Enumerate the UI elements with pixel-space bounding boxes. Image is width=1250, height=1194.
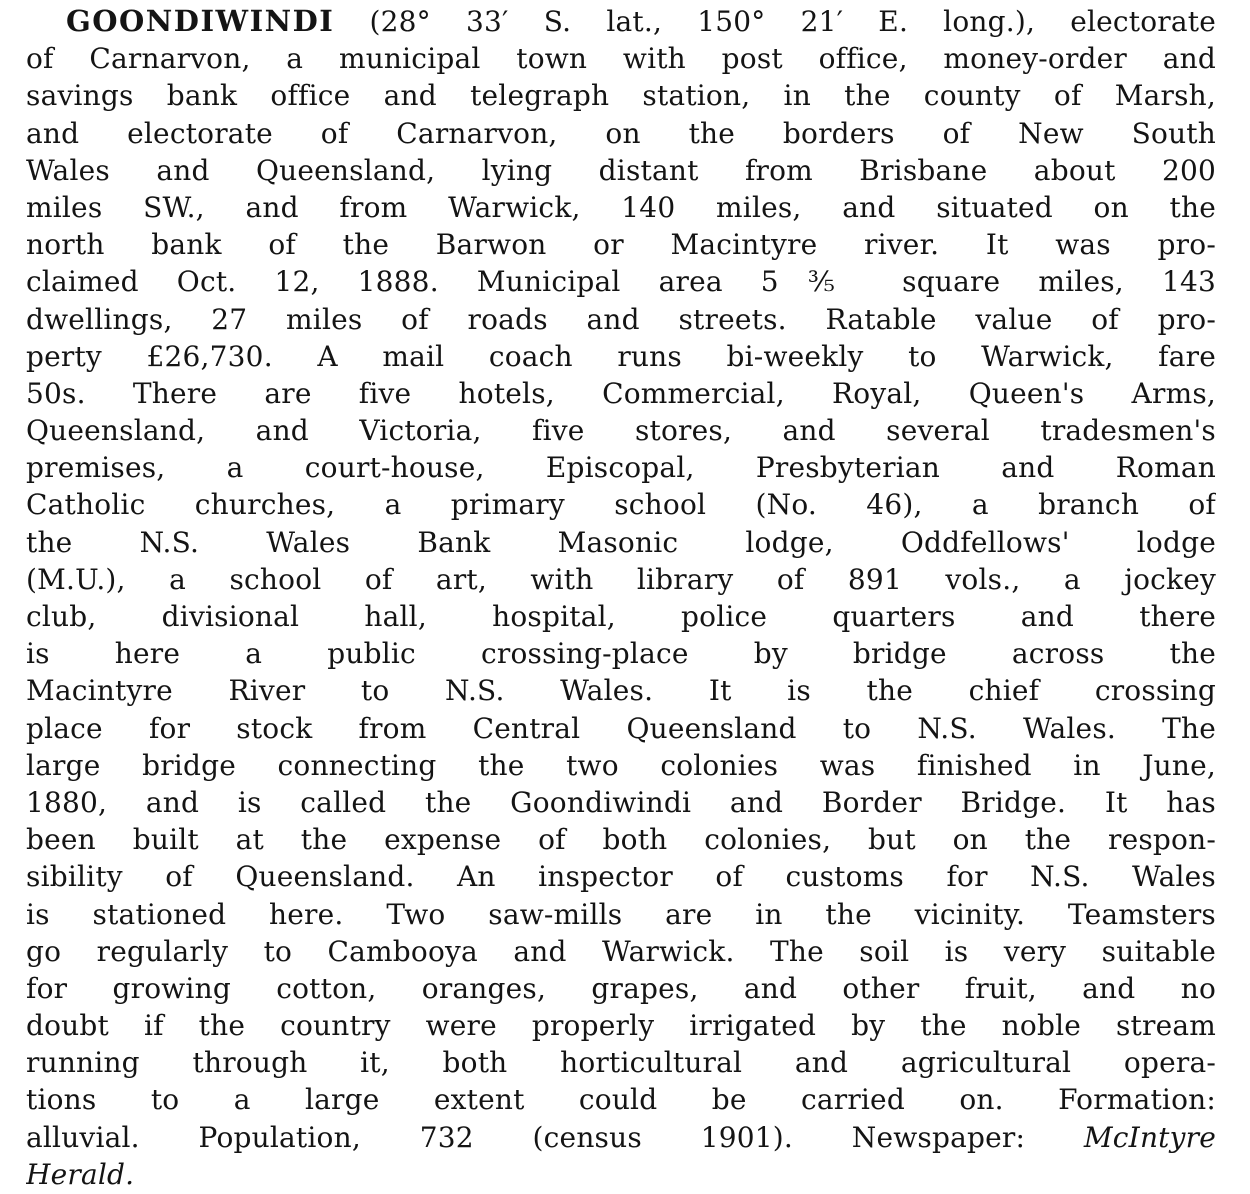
entry-line-3: savings bank office and telegraph station, in the county of Marsh, [26,79,1216,113]
entry-line-26: go regularly to Cambooya and Warwick. The soil is very suitable [26,934,1216,968]
entry-line-2: of Carnarvon, a municipal town with post office, money-order and [26,42,1216,76]
entry-line-27: for growing cotton, oranges, grapes, and other fruit, and no [26,971,1216,1005]
entry-line-6: miles SW., and from Warwick, 140 miles, and situated on the [26,190,1216,224]
entry-line-25: is stationed here. Two saw-mills are in the vicinity. Teamsters [26,897,1216,931]
entry-line-15: the N.S. Wales Bank Masonic lodge, Oddfellows' lodge [26,525,1216,559]
entry-line-1-text: (28° 33′ S. lat., 150° 21′ E. long.), electorate [334,5,1216,38]
entry-line-16: (M.U.), a school of art, with library of 891 vols., a jockey [26,562,1216,596]
gazetteer-entry [26,3,1216,1193]
entry-line-31-text: alluvial. Population, 732 (census 1901). Newspaper: [26,1120,1026,1154]
entry-line-24: sibility of Queensland. An inspector of customs for N.S. Wales [26,860,1216,894]
entry-line-8: claimed Oct. 12, 1888. Municipal area 5⅗ square miles, 143 [26,265,1216,299]
entry-line-30: tions to a large extent could be carried on. Formation: [26,1083,1216,1117]
entry-headword: GOONDIWINDI [66,4,335,38]
entry-line-11: 50s. There are five hotels, Commercial, Royal, Queen's Arms, [26,376,1216,410]
entry-line-1 [26,3,1216,40]
entry-line-28: doubt if the country were properly irrigated by the noble stream [26,1009,1216,1043]
entry-line-23: been built at the expense of both colonies, but on the respon- [26,823,1216,857]
entry-line-4: and electorate of Carnarvon, on the borders of New South [26,116,1216,150]
entry-line-20: place for stock from Central Queensland to N.S. Wales. The [26,711,1216,745]
entry-line-7: north bank of the Barwon or Macintyre river. It was pro- [26,228,1216,262]
document-page [26,0,1216,1194]
entry-line-5: Wales and Queensland, lying distant from Brisbane about 200 [26,153,1216,187]
entry-line-19: Macintyre River to N.S. Wales. It is the chief crossing [26,674,1216,708]
entry-line-13: premises, a court-house, Episcopal, Presbyterian and Roman [26,451,1216,485]
entry-line-21: large bridge connecting the two colonies was finished in June, [26,748,1216,782]
entry-line-31 [26,1119,1216,1156]
entry-line-14: Catholic churches, a primary school (No. 46), a branch of [26,488,1216,522]
entry-line-18: is here a public crossing-place by bridge across the [26,637,1216,671]
entry-line-29: running through it, both horticultural and agricultural opera- [26,1046,1216,1080]
newspaper-name: McIntyre [1025,1120,1216,1154]
entry-line-10: perty £26,730. A mail coach runs bi-weekly to Warwick, fare [26,339,1216,373]
newspaper-name-continued: Herald. [26,1157,135,1191]
entry-line-17: club, divisional hall, hospital, police quarters and there [26,600,1216,633]
entry-line-9: dwellings, 27 miles of roads and streets. Ratable value of pro- [26,302,1216,336]
entry-line-12: Queensland, and Victoria, five stores, and several tradesmen's [26,414,1216,448]
entry-line-32 [26,1156,1216,1193]
entry-line-22: 1880, and is called the Goondiwindi and Border Bridge. It has [26,785,1216,819]
